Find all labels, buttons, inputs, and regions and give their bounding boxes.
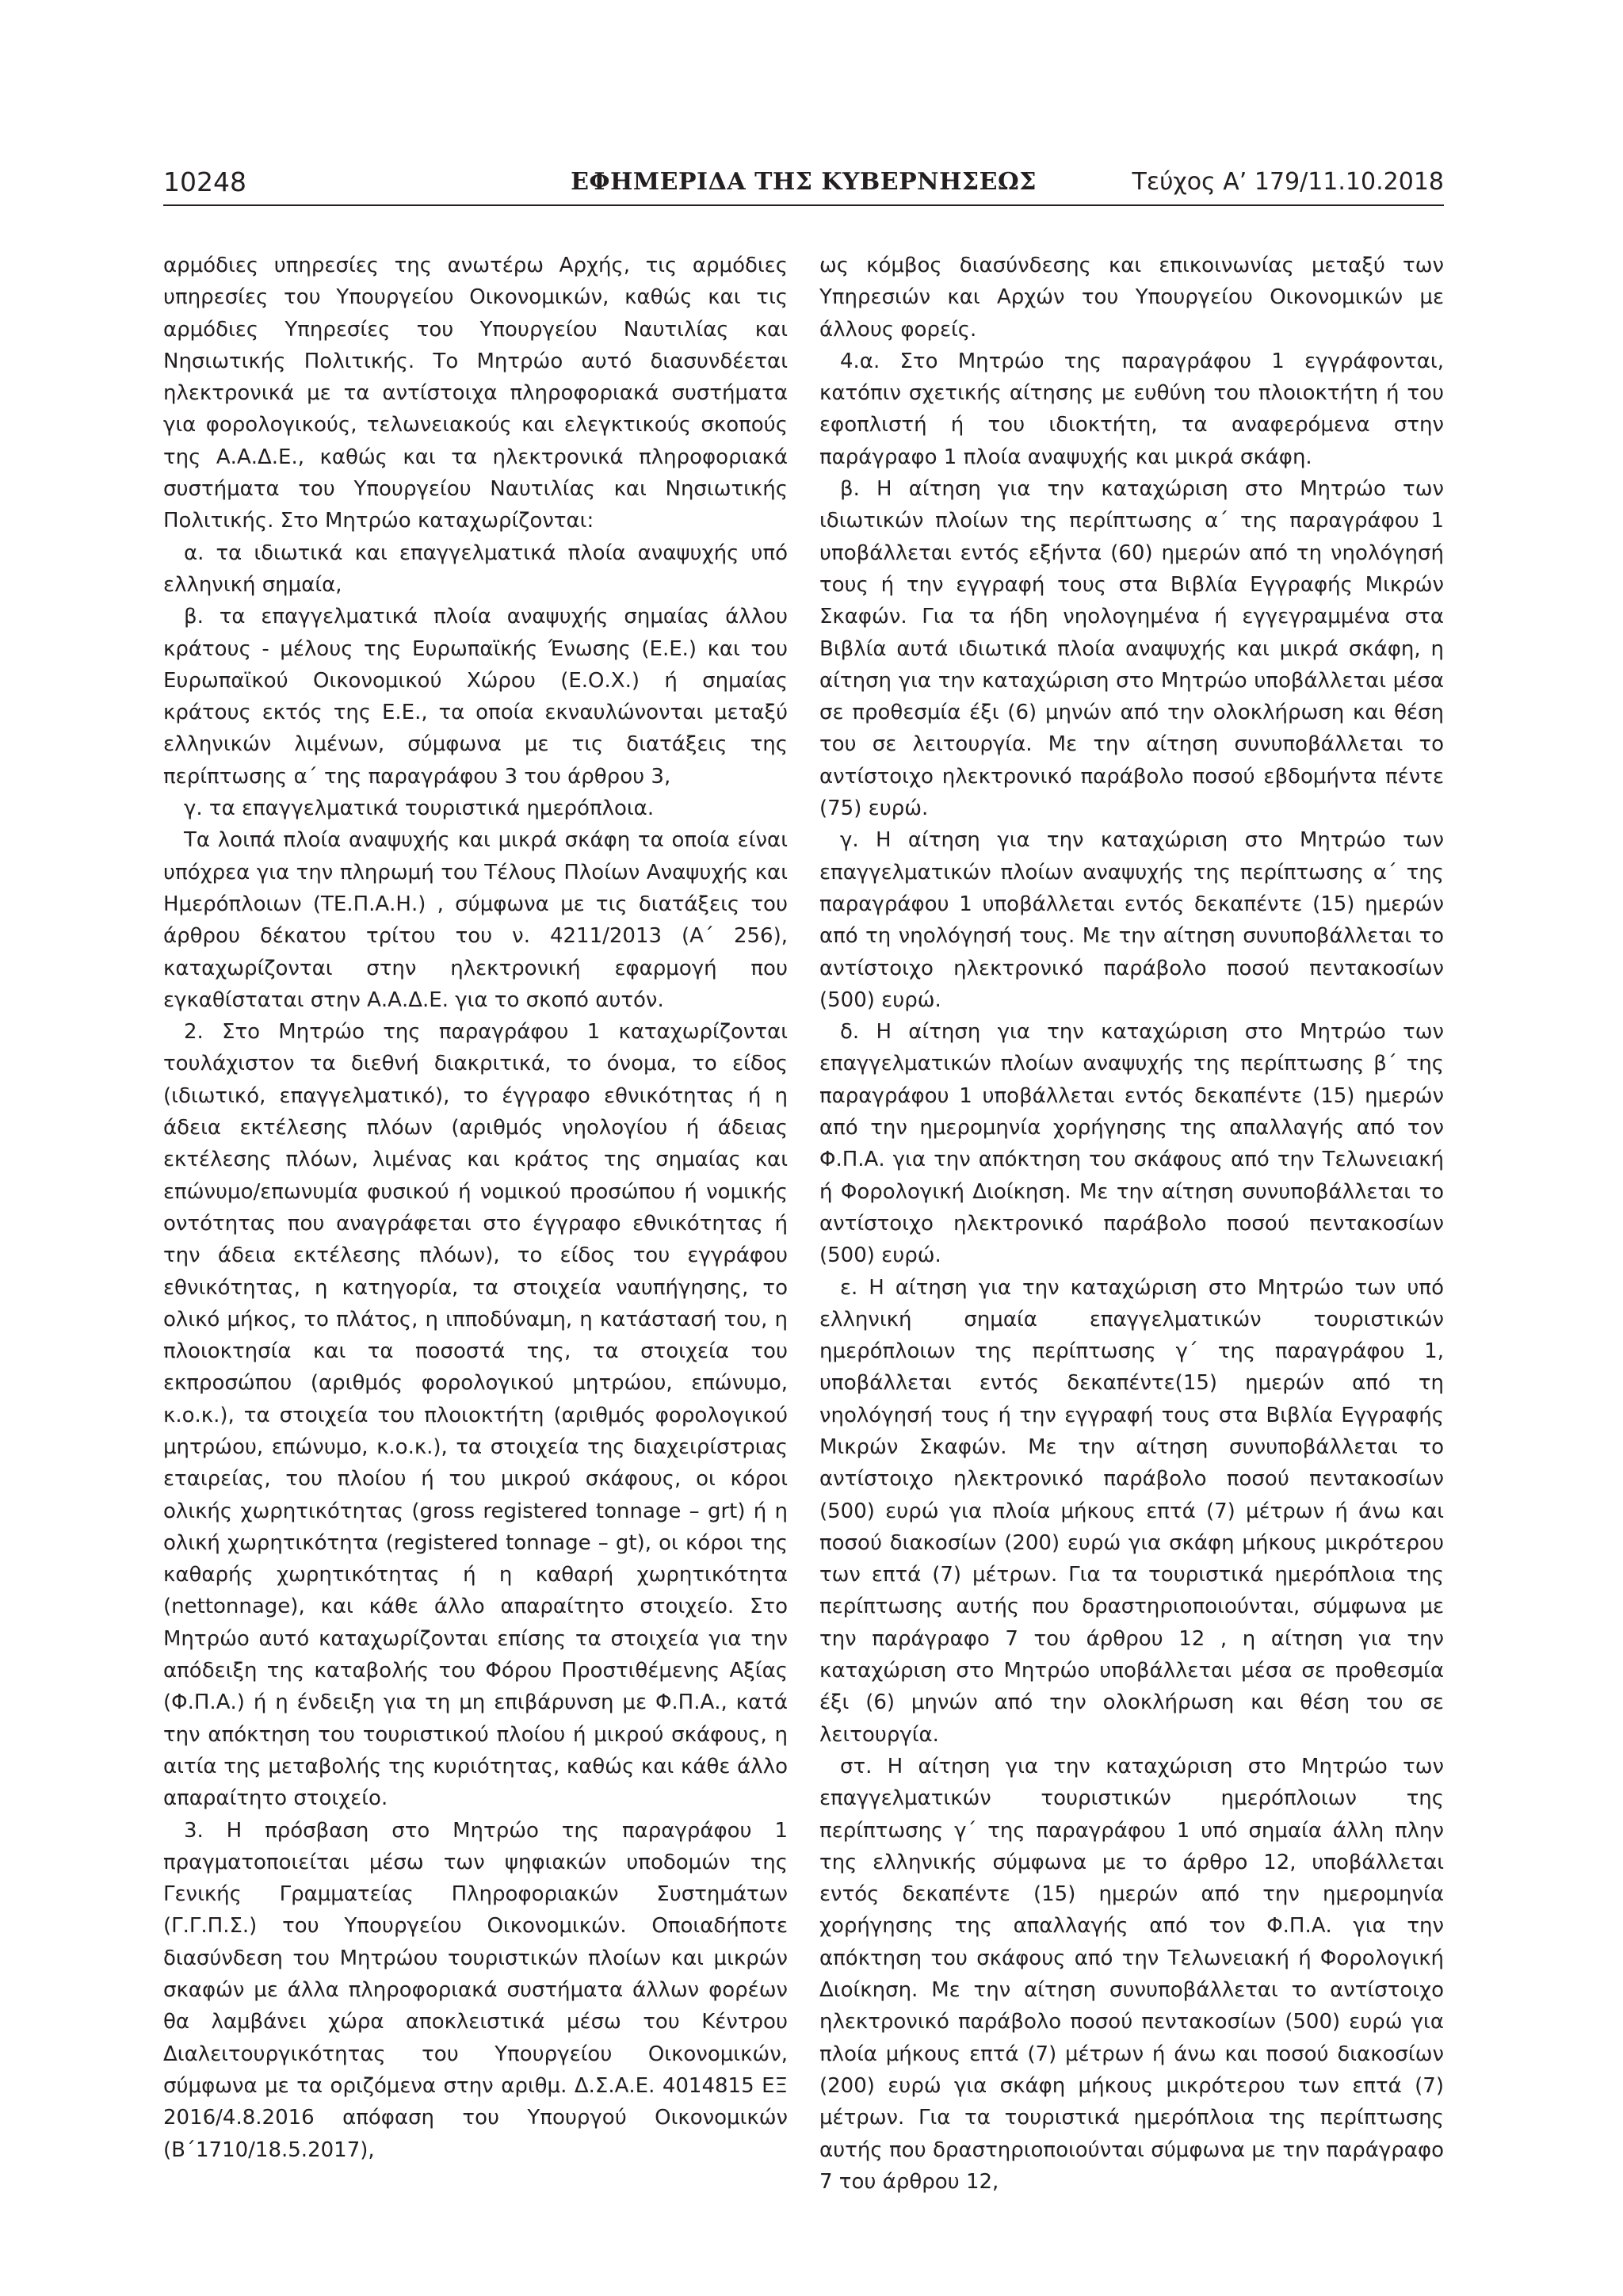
header-rule (163, 204, 1444, 206)
page-header (163, 162, 1444, 202)
paragraph: δ. Η αίτηση για την καταχώριση στο Μητρώο των επαγγελματικών πλοίων αναψυχής της περίπτωσης β΄ της παραγράφου 1 υποβάλλεται εντός δεκαπέντε (15) ημερών από την ημερομηνία χορήγησης της απαλλαγής από τον Φ.Π.Α. για την απόκτηση του σκάφους από την Τελωνειακή ή Φορολογική Διοίκηση. Με την αίτηση συνυποβάλλεται το αντίστοιχο ηλεκτρονικό παράβολο ποσού πεντακοσίων (500) ευρώ. (819, 1020, 1444, 1268)
paragraph: α. τα ιδιωτικά και επαγγελματικά πλοία αναψυχής υπό ελληνική σημαία, (163, 541, 788, 597)
paragraph: ως κόμβος διασύνδεσης και επικοινωνίας μεταξύ των Υπηρεσιών και Αρχών του Υπουργείου Οικονομικών με άλλους φορείς. (819, 254, 1444, 342)
paragraph: γ. Η αίτηση για την καταχώριση στο Μητρώο των επαγγελματικών πλοίων αναψυχής της περίπτωσης α΄ της παραγράφου 1 υποβάλλεται εντός δεκαπέντε (15) ημερών από τη νηολόγησή τους. Με την αίτηση συνυποβάλλεται το αντίστοιχο ηλεκτρονικό παράβολο ποσού πεντακοσίων (500) ευρώ. (819, 828, 1444, 1012)
left-column (163, 250, 788, 2166)
paragraph: αρμόδιες υπηρεσίες της ανωτέρω Αρχής, τις αρμόδιες υπηρεσίες του Υπουργείου Οικονομικών, καθώς και τις αρμόδιες Υπηρεσίες του Υπουργείου Ναυτιλίας και Νησιωτικής Πολιτικής. Το Μητρώο αυτό διασυνδέεται ηλεκτρονικά με τα αντίστοιχα πληροφοριακά συστήματα για φορολογικούς, τελωνειακούς και ελεγκτικούς σκοπούς της Α.Α.Δ.Ε., καθώς και τα ηλεκτρονικά πληροφοριακά συστήματα του Υπουργείου Ναυτιλίας και Νησιωτικής Πολιτικής. Στο Μητρώο καταχωρίζονται: (163, 254, 788, 533)
page-number: 10248 (163, 166, 246, 197)
paragraph: γ. τα επαγγελματικά τουριστικά ημερόπλοια. (184, 797, 655, 821)
paragraph: στ. Η αίτηση για την καταχώριση στο Μητρώο των επαγγελματικών τουριστικών ημερόπλοιων της περίπτωσης γ΄ της παραγράφου 1 υπό σημαία άλλη πλην της ελληνικής σύμφωνα με το άρθρο 12, υποβάλλεται εντός δεκαπέντε (15) ημερών από την ημερομηνία χορήγησης της απαλλαγής από τον Φ.Π.Α. για την απόκτηση του σκάφους από την Τελωνειακή ή Φορολογική Διοίκηση. Με την αίτηση συνυποβάλλεται το αντίστοιχο ηλεκτρονικό παράβολο ποσού πεντακοσίων (500) ευρώ για πλοία μήκους επτά (7) μέτρων ή άνω και ποσού διακοσίων (200) ευρώ για σκάφη μήκους μικρότερου των επτά (7) μέτρων. Για τα τουριστικά ημερόπλοια της περίπτωσης αυτής που δραστηριοποιούνται σύμφωνα με την παράγραφο 7 του άρθρου 12, (819, 1754, 1444, 2194)
paragraph: 4.α. Στο Μητρώο της παραγράφου 1 εγγράφονται, κατόπιν σχετικής αίτησης με ευθύνη του πλοιοκτήτη ή του εφοπλιστή ή του ιδιοκτήτη, τα αναφερόμενα στην παράγραφο 1 πλοία αναψυχής και μικρά σκάφη. (819, 349, 1444, 469)
issue-reference: Τεύχος Α’ 179/11.10.2018 (1132, 168, 1444, 196)
paragraph: 3. Η πρόσβαση στο Μητρώο της παραγράφου 1 πραγματοποιείται μέσω των ψηφιακών υποδομών της Γενικής Γραμματείας Πληροφοριακών Συστημάτων (Γ.Γ.Π.Σ.) του Υπουργείου Οικονομικών. Οποιαδήποτε διασύνδεση του Μητρώου τουριστικών πλοίων και μικρών σκαφών με άλλα πληροφοριακά συστήματα άλλων φορέων θα λαμβάνει χώρα αποκλειστικά μέσω του Κέντρου Διαλειτουργικότητας του Υπουργείου Οικονομικών, σύμφωνα με τα οριζόμενα στην αριθμ. Δ.Σ.Α.Ε. 4014815 ΕΞ 2016/4.8.2016 απόφαση του Υπουργού Οικονομικών (Β΄1710/18.5.2017), (163, 1818, 788, 2162)
paragraph: β. τα επαγγελματικά πλοία αναψυχής σημαίας άλλου κράτους - μέλους της Ευρωπαϊκής Ένωσης (Ε.Ε.) και του Ευρωπαϊκού Οικονομικού Χώρου (Ε.Ο.Χ.) ή σημαίας κράτους εκτός της Ε.Ε., τα οποία εκναυλώνονται μεταξύ ελληνικών λιμένων, σύμφωνα με τις διατάξεις της περίπτωσης α΄ της παραγράφου 3 του άρθρου 3, (163, 605, 788, 789)
gazette-title: ΕΦΗΜΕΡΙΔΑ ΤΗΣ ΚΥΒΕΡΝΗΣΕΩΣ (571, 168, 1037, 196)
paragraph: β. Η αίτηση για την καταχώριση στο Μητρώο των ιδιωτικών πλοίων της περίπτωσης α΄ της παραγράφου 1 υποβάλλεται εντός εξήντα (60) ημερών από τη νηολόγησή τους ή την εγγραφή τους στα Βιβλία Εγγραφής Μικρών Σκαφών. Για τα ήδη νηολογημένα ή εγγεγραμμένα στα Βιβλία αυτά ιδιωτικά πλοία αναψυχής και μικρά σκάφη, η αίτηση για την καταχώριση στο Μητρώο υποβάλλεται μέσα σε προθεσμία έξι (6) μηνών από την ολοκλήρωση και θέση του σε λειτουργία. Με την αίτηση συνυποβάλλεται το αντίστοιχο ηλεκτρονικό παράβολο ποσού εβδομήντα πέντε (75) ευρώ. (819, 477, 1444, 821)
paragraph: Τα λοιπά πλοία αναψυχής και μικρά σκάφη τα οποία είναι υπόχρεα για την πληρωμή του Τέλους Πλοίων Αναψυχής και Ημερόπλοιων (ΤΕ.Π.Α.Η.) , σύμφωνα με τις διατάξεις του άρθρου δέκατου τρίτου του ν. 4211/2013 (Α΄ 256), καταχωρίζονται στην ηλεκτρονική εφαρμογή που εγκαθίσταται στην Α.Α.Δ.Ε. για το σκοπό αυτόν. (163, 828, 788, 1012)
right-column (819, 250, 1444, 2198)
paragraph: 2. Στο Μητρώο της παραγράφου 1 καταχωρίζονται τουλάχιστον τα διεθνή διακριτικά, το όνομα, το είδος (ιδιωτικό, επαγγελματικό), το έγγραφο εθνικότητας ή η άδεια εκτέλεσης πλόων (αριθμός νηολογίου ή άδειας εκτέλεσης πλόων, λιμένας και κράτος της σημαίας και επώνυμο/επωνυμία φυσικού ή νομικού προσώπου ή νομικής οντότητας που αναγράφεται στο έγγραφο εθνικότητας ή την άδεια εκτέλεσης πλόων), το είδος του εγγράφου εθνικότητας, η κατηγορία, τα στοιχεία ναυπήγησης, το ολικό μήκος, το πλάτος, η ιπποδύναμη, η κατάστασή του, η πλοιοκτησία και τα ποσοστά της, τα στοιχεία του εκπροσώπου (αριθμός φορολογικού μητρώου, επώνυμο, κ.ο.κ.), τα στοιχεία του πλοιοκτήτη (αριθμός φορολογικού μητρώου, επώνυμο, κ.ο.κ.), τα στοιχεία της διαχειρίστριας εταιρείας, του πλοίου ή του μικρού σκάφους, οι κόροι ολικής χωρητικότητας (gross registered tonnage – grt) ή η ολική χωρητικότητα (registered tonnage – gt), οι κόροι της καθαρής χωρητικότητας ή η καθαρή χωρητικότητα (nettonnage), και κάθε άλλο απαραίτητο στοιχείο. Στο Μητρώο αυτό καταχωρίζονται επίσης τα στοιχεία για την απόδειξη της καταβολής του Φόρου Προστιθέμενης Αξίας (Φ.Π.Α.) ή η ένδειξη για τη μη επιβάρυνση με Φ.Π.Α., κατά την απόκτηση του τουριστικού πλοίου ή μικρού σκάφους, η αιτία της μεταβολής της κυριότητας, καθώς και κάθε άλλο απαραίτητο στοιχείο. (163, 1020, 788, 1811)
paragraph: ε. Η αίτηση για την καταχώριση στο Μητρώο των υπό ελληνική σημαία επαγγελματικών τουριστικών ημερόπλοιων της περίπτωσης γ΄ της παραγράφου 1, υποβάλλεται εντός δεκαπέντε(15) ημερών από τη νηολόγησή τους ή την εγγραφή τους στα Βιβλία Εγγραφής Μικρών Σκαφών. Με την αίτηση συνυποβάλλεται το αντίστοιχο ηλεκτρονικό παράβολο ποσού πεντακοσίων (500) ευρώ για πλοία μήκους επτά (7) μέτρων ή άνω και ποσού διακοσίων (200) ευρώ για σκάφη μήκους μικρότερου των επτά (7) μέτρων. Για τα τουριστικά ημερόπλοια της περίπτωσης αυτής που δραστηριοποιούνται, σύμφωνα με την παράγραφο 7 του άρθρου 12 , η αίτηση για την καταχώριση στο Μητρώο υποβάλλεται μέσα σε προθεσμία έξι (6) μηνών από την ολοκλήρωση και θέση του σε λειτουργία. (819, 1275, 1444, 1747)
